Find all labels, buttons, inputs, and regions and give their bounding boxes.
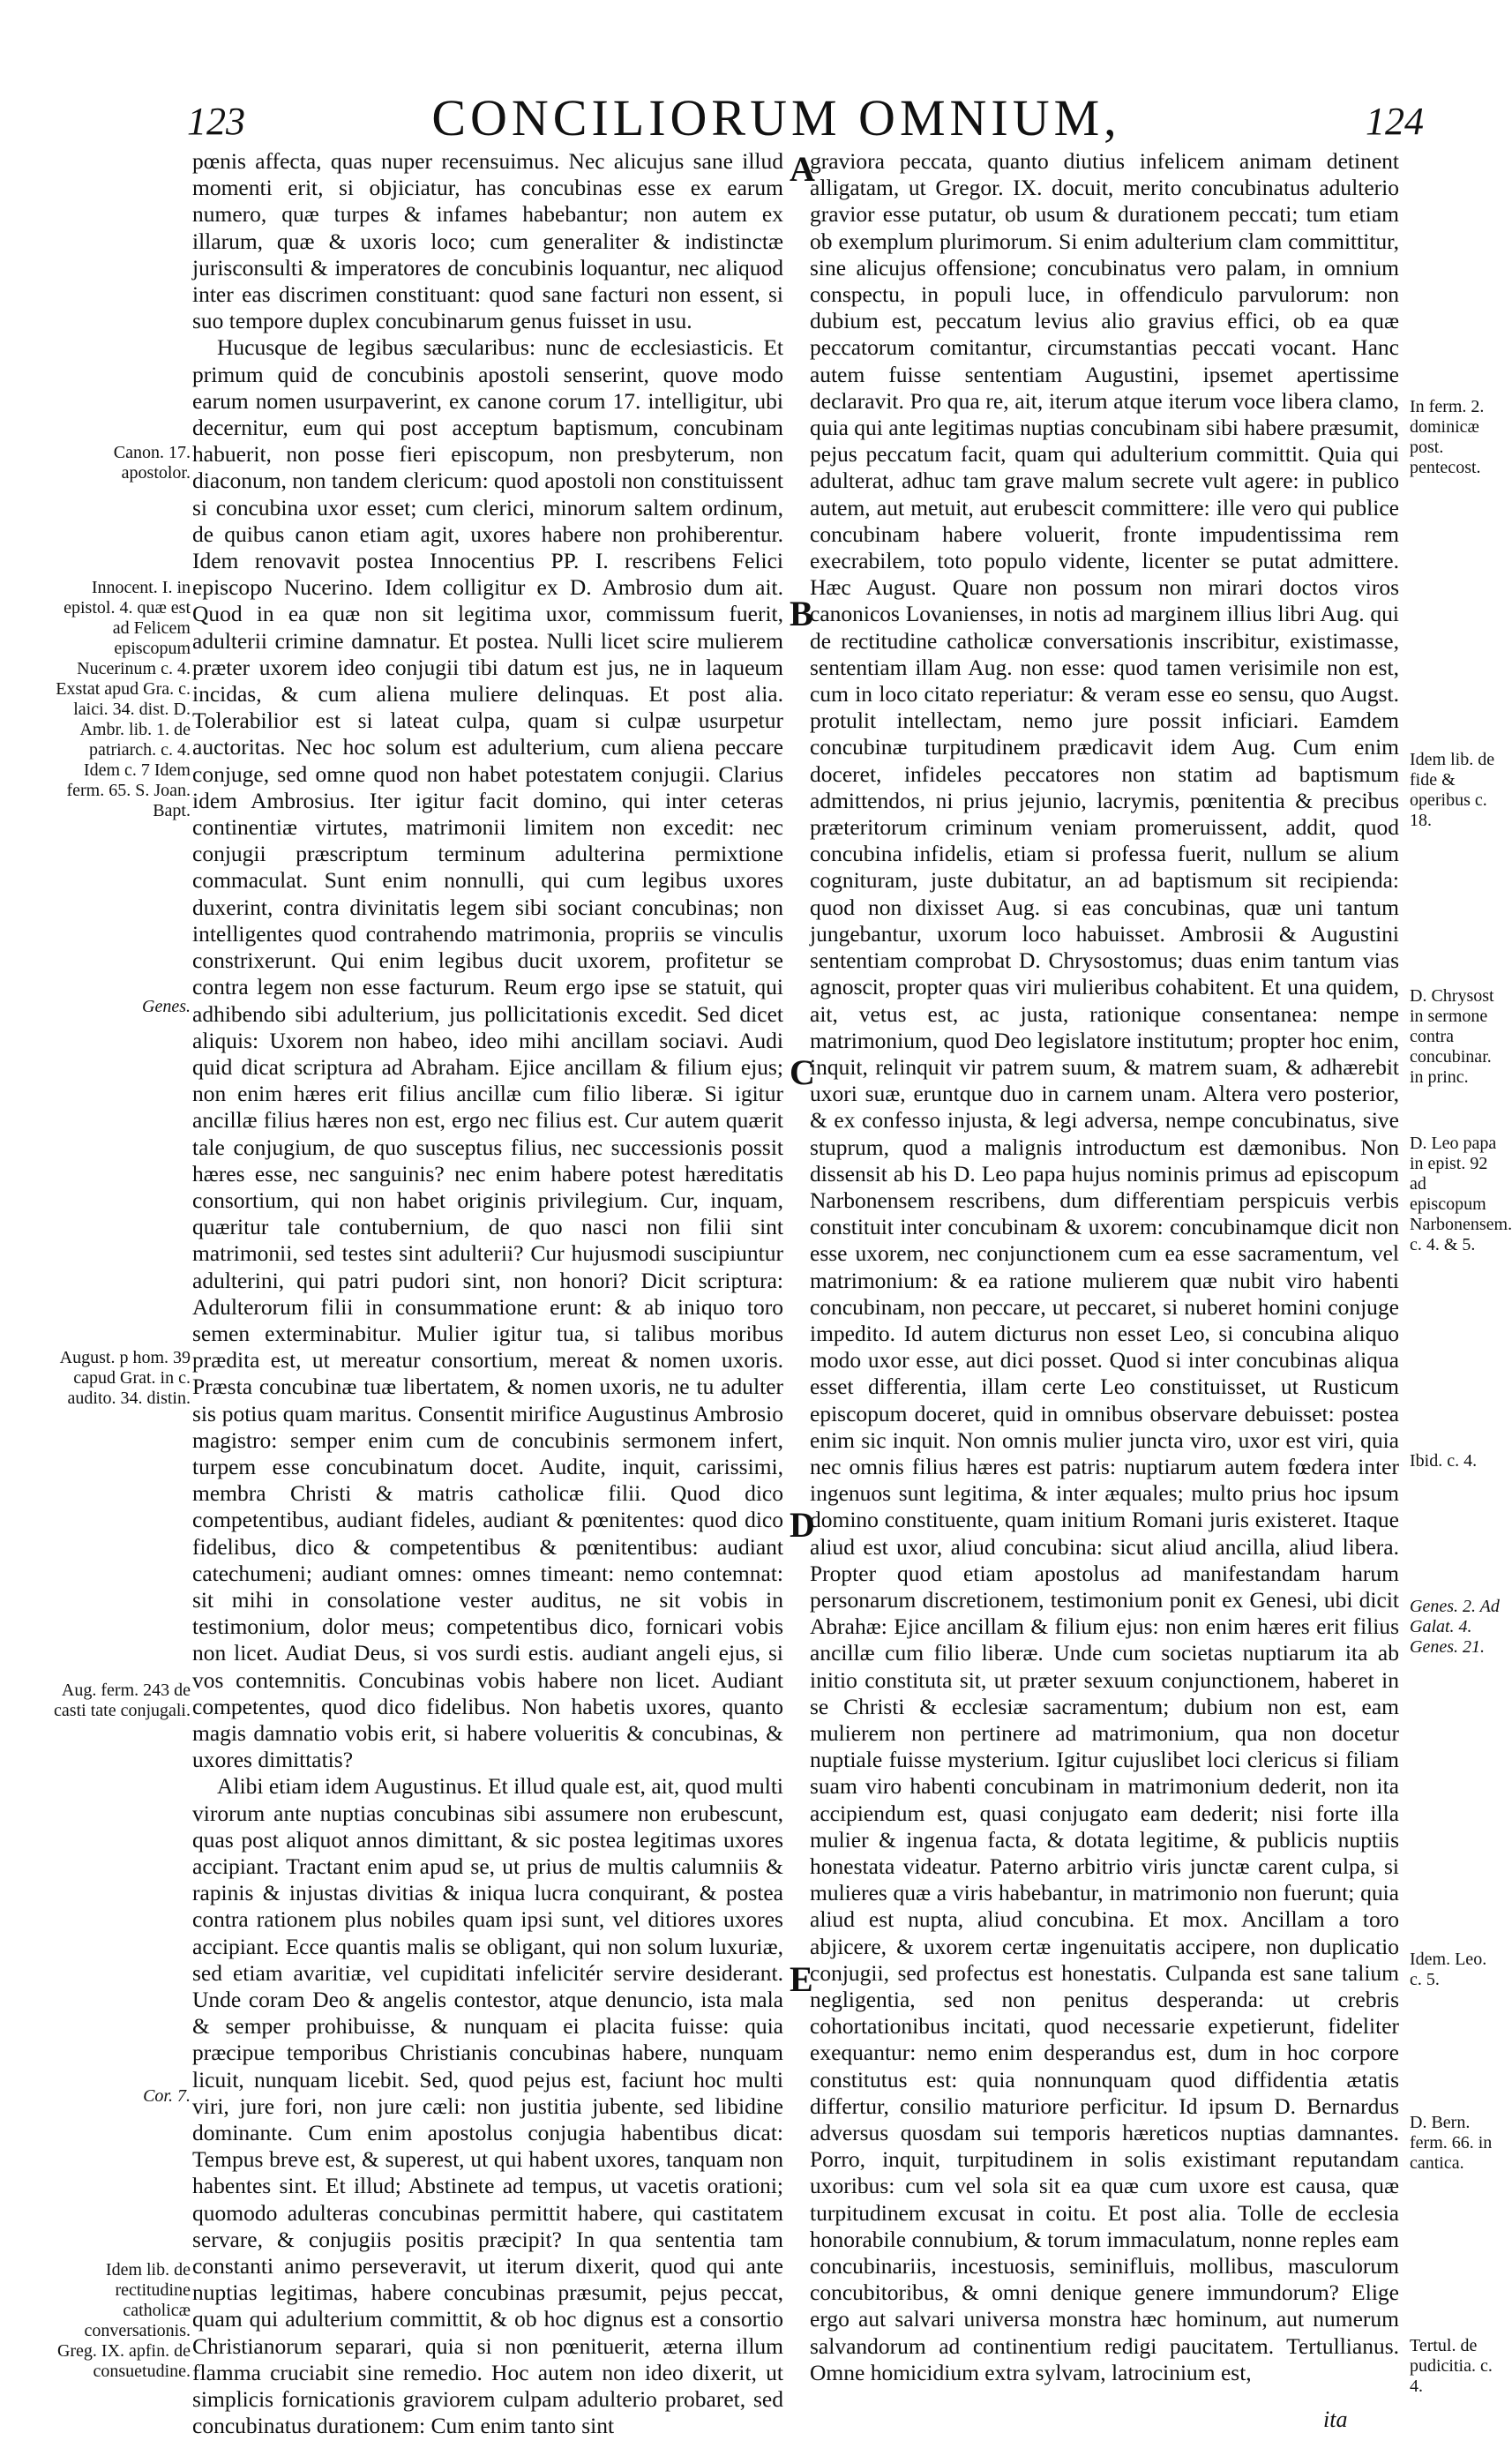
margin-note-bern: D. Bern. ferm. 66. in cantica.	[1410, 2113, 1493, 2173]
margin-note-idem-lib-fide: Idem lib. de fide & operibus c. 18.	[1410, 750, 1495, 830]
margin-note-chrysost: D. Chrysost in sermone contra concubinar. in princ.	[1410, 986, 1494, 1087]
left-paragraph: pœnis affecta, quas nuper recensuimus. Nec alicujus sane illud momenti erit, si objiciatur, has concubinas esse ex earum numero, quæ turpes & infames habebantur; non autem ex illarum, quæ & uxoris loco; cum generaliter & indistinctæ jurisconsulti & imperatores de concubinis loquantur, nec aliquod inter eas discrimen constituant: quod sane facturi non essent, si suo tempore duplex concubinarum genus fuisset in usu.	[192, 148, 783, 334]
margin-note-canon: Canon. 17. apostolor.	[113, 443, 191, 483]
right-page-number: 124	[1366, 100, 1424, 143]
section-letter-d: D	[790, 1505, 815, 1545]
margin-note-august: August. p hom. 39 capud Grat. in c. audito. 34. distin.	[59, 1348, 191, 1408]
margin-note-cor: Cor. 7.	[143, 2086, 191, 2106]
right-text-column	[810, 148, 1399, 2385]
left-page-number: 123	[187, 100, 245, 143]
section-letter-e: E	[790, 1959, 813, 1999]
section-letter-a: A	[790, 149, 815, 189]
running-title: CONCILIORUM OMNIUM,	[431, 89, 1121, 146]
section-letter-c: C	[790, 1052, 815, 1092]
margin-note-idem-lib: Idem lib. de rectitudine catholicæ conversationis. Greg. IX. apfin. de consuetudine.	[56, 2260, 191, 2381]
margin-note-idem-leo: Idem. Leo. c. 5.	[1410, 1950, 1487, 1989]
margin-note-genes-galat: Genes. 2. Ad Galat. 4. Genes. 21.	[1410, 1597, 1500, 1657]
margin-note-in-ferm: In ferm. 2. dominicæ post. pentecost.	[1410, 397, 1485, 477]
left-paragraph: Hucusque de legibus sæcularibus: nunc de ecclesiasticis. Et primum quid de concubinis apostoli senserint, quove modo earum nomen usurpaverint, ex canone corum 17. intelligitur, ubi decernitur, eum qui post acceptum baptismum, concubinam habuerit, non posse fieri episcopum, non presbyterum, non diaconum, non tandem clericum: quod apostoli non constituissent si concubina uxor esset; cum clerici, minorum saltem ordinum, de quibus canon etiam agit, uxores habere non prohiberentur. Idem renovavit postea Innocentius PP. I. rescribens Felici episcopo Nucerino. Idem colligitur ex D. Ambrosio dum ait. Quod in ea quæ non sit legitima uxor, commissum fuerit, adulterii crimine damnatur. Et postea. Nulli licet scire mulierem præter uxorem ideo conjugii tibi datum est jus, ne in laqueum incidas, & cum aliena muliere delinquas. Et post alia. Tolerabilior est si lateat culpa, quam si culpæ usurpetur auctoritas. Nec hoc solum est adulterium, cum aliena peccare conjuge, sed omne quod non habet potestatem conjugii. Clarius idem Ambrosius. Iter igitur facit domino, qui inter ceteras continentiæ virtutes, matrimonii limitem non excedit: nec conjugii præscriptum terminum adulterina permixtione commaculat. Sunt enim nonnulli, qui cum legibus uxores duxerint, contra divinitatis legem sibi sociant concubinas; non intelligentes quod contrahendo matrimonia, propriis se vinculis constrixerunt. Qui enim legibus ducit uxorem, profitetur se contra legem non esse facturum. Reum ergo ipse se statuit, qui adhibendo sibi adulterium, jus pollicitationis excedit. Sed dicet aliquis: Uxorem non habeo, ideo mihi ancillam sociavi. Audi quid dicat scriptura ad Abraham. Ejice ancillam & filium ejus; non enim hæres erit filius ancillæ cum filio liberæ. Si igitur ancillæ filius hæres non est, ergo nec filius est. Cur autem quærit tale conjugium, de quo susceptus filius, nec successionis possit hæres esse, nec sanguinis? nec enim habere potest hæreditatis consortium, qui non habet originis privilegium. Cur, inquam, quæritur tale contubernium, de quo nasci non filii sint matrimonii, sed testes sint adulterii? Cur hujusmodi suscipiuntur adulterini, qui patri pudori sint, non honori? Dicit scriptura: Adulterorum filii in consummatione erunt: & ab iniquo toro semen exterminabitur. Mulier igitur tua, si talibus moribus prædita est, ut mereatur consortium, mereat & nomen uxoris. Præsta concubinæ tuæ libertatem, & nomen uxoris, ne tu adulter sis potius quam maritus. Consentit mirifice Augustinus Ambrosio magistro: semper enim cum de concubinis sermonem infert, turpem esse concubinatum docet. Audite, inquit, carissimi, membra Christi & matris catholicæ filii. Quod dico competentibus, audiant fideles, audiant & pœnitentes: quod dico fidelibus, dico & competentibus & pœnitentibus: audiant catechumeni; audiant omnes: omnes timeant: nemo contemnat: sit mihi in consolatione vester auditus, ne sit vobis in testimonium, dolor meus; competentibus dico, fornicari vobis non licet. Audiat Deus, si vos surdi estis. audiant angeli ejus, si vos contemnitis. Concubinas vobis habere non licet. Audiant competentes, quod dico fidelibus. Non habetis uxores, quanto magis damnatio vobis erit, si habere volueritis & concubinas, & uxores dimittatis?	[192, 334, 783, 1773]
margin-note-genesis: Genes.	[142, 997, 191, 1016]
section-letter-b: B	[790, 594, 813, 633]
catchword: ita	[1323, 2407, 1348, 2432]
right-paragraph: graviora peccata, quanto diutius infelicem animam detinent alligatam, ut Gregor. IX. docuit, merito concubinatus adulterio gravior esse putatur, ob usum & durationem peccati; tum etiam ob exemplum plurimorum. Si enim adulterium clam committitur, sine alicujus offensione; concubinatus vero palam, in omnium conspectu, in populi luce, in offendiculo parvulorum: non dubium est, peccatum levius alio gravius effici, ob ea quæ peccatorum comitantur, circumstantias peccati vocant. Hanc autem fuisse sententiam Augustini, ipsemet apertissime declaravit. Pro qua re, ait, iterum atque iterum voce libera clamo, quia qui ante legitimas nuptias concubinam sibi habere præsumit, pejus peccatum facit, quam qui adulterium committit. Quia qui adulterat, adhuc tam grave malum secrete vult agere: in publico autem, aut metuit, aut erubescit committere: ille vero qui publice concubinam habere voluerit, fronte impudentissima rem execrabilem, toto populo vidente, licenter se putat admittere. Hæc August. Quare non possum non mirari doctos viros canonicos Lovanienses, in notis ad marginem illius libri Aug. qui de rectitudine catholicæ conversationis inscribitur, existimasse, sententiam illam Aug. non esse: quod tamen verisimile non est, cum in loco citato reperiatur: & veram esse eo sensu, quo Augst. protulit intellectam, nemo jure possit inficiari. Eamdem concubinæ turpitudinem prædicavit idem Aug. Cum enim doceret, infideles peccatores non statim ad baptismum admittendos, ni prius jejunio, lacrymis, pœnitentia & precibus præteritorum criminum veniam promeruissent, addit, quod concubina infidelis, etiam si professa fuerit, nullum se alium cognituram, juste dubitatur, an ad baptismum sit recipienda: quod non dixisset Aug. si eas concubinas, quæ uni tantum jungebantur, uxorum loco habuisset. Ambrosii & Augustini sententiam comprobat D. Chrysostomus; duas enim tantum vias agnoscit, propter quas viri mulieribus cohabitent. Et una quidem, ait, vetus est, ac justa, rationique consentanea: nempe matrimonium, quod Deo legislatore institutum; propter hoc enim, inquit, relinquit vir patrem suum, & matrem suam, & adhærebit uxori suæ, eruntque duo in carnem unam. Altera vero posterior, & ex confesso injusta, & legi adversa, nempe concubinatus, sive stuprum, quod a malignis introductum est dæmonibus. Non dissensit ab his D. Leo papa hujus nominis primus ad episcopum Narbonensem rescribens, dum differentiam perspicuis verbis constituit inter concubinam & uxorem: concubinamque dicit non esse uxorem, nec conjunctionem cum ea esse sacramentum, vel matrimonium: & ea ratione mulierem quæ nubit viro habenti concubinam, non peccare, ut peccaret, si nuberet homini conjuge impedito. Id autem dicturus non esset Leo, si concubina aliquo modo uxor esse, aut dici posset. Quod si inter concubinas aliqua esset differentia, illam certe Leo constituisset, ut Rusticum episcopum doceret, quid in omnibus observare debuisset: postea enim sic inquit. Non omnis mulier juncta viro, uxor est viri, quia nec omnis filius hæres est patris: nuptiarum autem fœdera inter ingenuos sunt legitima, & inter æquales; multo prius hoc ipsum domino constituente, quam initium Romani juris existeret. Itaque aliud est uxor, aliud concubina: sicut aliud ancilla, aliud libera. Propter quod etiam apostolus ad manifestandam harum personarum discretionem, testimonium ponit ex Genesi, ubi dicit Abrahæ: Ejice ancillam & filium ejus: non enim hæres erit filius ancillæ cum filio liberæ. Unde cum societas nuptiarum ita ab initio constituta sit, ut præter sexuum conjunctionem, haberet in se Christi & ecclesiæ sacramentum; dubium non est, eam mulierem non pertinere ad matrimonium, qua non docetur nuptiale fuisse mysterium. Igitur cujuslibet loci clericus si filiam suam viro habenti concubinam in matrimonium dederit, non ita accipiendum est, quasi conjugato eam dederit; nisi forte illa mulier & ingenua facta, & dotata legitime, & publicis nuptiis honestata videatur. Paterno arbitrio viris junctæ carent culpa, si mulieres quæ a viris habebantur, in matrimonio non fuerunt; quia aliud est nupta, aliud concubina. Et mox. Ancillam a toro abjicere, & uxorem certæ ingenuitatis accipere, non duplicatio conjugii, sed profectus est honestatis. Culpanda est sane talium negligentia, sed non penitus desperanda: ut crebris cohortationibus incitati, quod necessarie expetierunt, fideliter exequantur: nemo enim desperandus est, dum in hoc corpore constitutus est: quia nonnunquam quod diffidentia ætatis differtur, consilio maturiore perficitur. Id ipsum D. Bernardus adversus quosdam sui temporis hæreticos nuptias damnantes. Porro, inquit, turpitudinem in solis existimant reputandam uxoribus: cum vel sola sit ea quæ cum uxore est causa, quæ turpitudinem excusat in coitu. Et post alia. Tolle de ecclesia honorabile connubium, & torum immaculatum, nonne reples eam concubinariis, incestuosis, seminifluis, mollibus, masculorum concubitoribus, & omni denique genere immundorum? Elige ergo aut salvari universa monstra hæc hominum, aut numerum salvandorum ad continentium redigi paucitatem. Tertullianus. Omne homicidium extra sylvam, latrocinium est,	[810, 148, 1399, 2385]
margin-note-tertul: Tertul. de pudicitia. c. 4.	[1410, 2336, 1493, 2396]
left-text-column	[192, 148, 783, 2439]
margin-note-ibid: Ibid. c. 4.	[1410, 1451, 1478, 1471]
left-paragraph: Alibi etiam idem Augustinus. Et illud quale est, ait, quod multi virorum ante nuptias concubinas sibi assumere non erubescunt, quas post aliquot annos dimittant, & sic postea legitimas uxores accipiant. Tractant enim apud se, ut prius de multis calumniis & rapinis & injustas divitias & iniqua lucra conquirant, & postea contra rationem plus nobiles quam ipsi sunt, vel ditiores uxores accipiant. Ecce quantis malis se obligant, qui non solum luxuriæ, sed etiam avaritiæ, vel cupiditati infelicitér servire desiderant. Unde coram Deo & angelis contestor, atque denuncio, ista mala & semper prohibuisse, & nunquam ei placita fuisse: quia præcipue temporibus Christianis concubinas habere, nunquam licuit, nunquam licebit. Sed, quod pejus est, faciunt hoc multi viri, jure fori, non jure cæli: non justitia jubente, sed libidine dominante. Cum enim apostolus conjugia habentibus dicat: Tempus breve est, & superest, ut qui habent uxores, tanquam non habentes sint. Et illud; Abstinete ad tempus, ut vacetis orationi; quomodo adulteras concubinas permittit habere, qui castitatem servare, & conjugiis positis præcipit? In qua sententia tam constanti animo perseveravit, ut iterum dixerit, quod qui ante nuptias legitimas, habere concubinas præsumit, pejus peccat, quam qui adulterium committit, & ob hoc dignus est a consortio Christianorum separari, quia si non pœnituerit, æterna illum flamma cruciabit sine remedio. Hoc autem non ideo dixerit, ut simplicis fornicationis graviorem culpam adulterio probaret, sed concubinatus durationem: Cum enim tanto sint	[192, 1773, 783, 2439]
margin-note-aug-serm: Aug. ferm. 243 de casti tate conjugali.	[54, 1681, 191, 1720]
margin-note-innocent: Innocent. I. in epistol. 4. quæ est ad Felicem episcopum Nucerinum c. 4. Exstat apud Gra. c. laici. 34. dist. D. Ambr. lib. 1. de patriarch. c. 4. Idem c. 7 Idem ferm. 65. S. Joan. Bapt.	[56, 578, 191, 820]
margin-note-leo: D. Leo papa in epist. 92 ad episcopum Narbonensem. c. 4. & 5.	[1410, 1134, 1512, 1254]
